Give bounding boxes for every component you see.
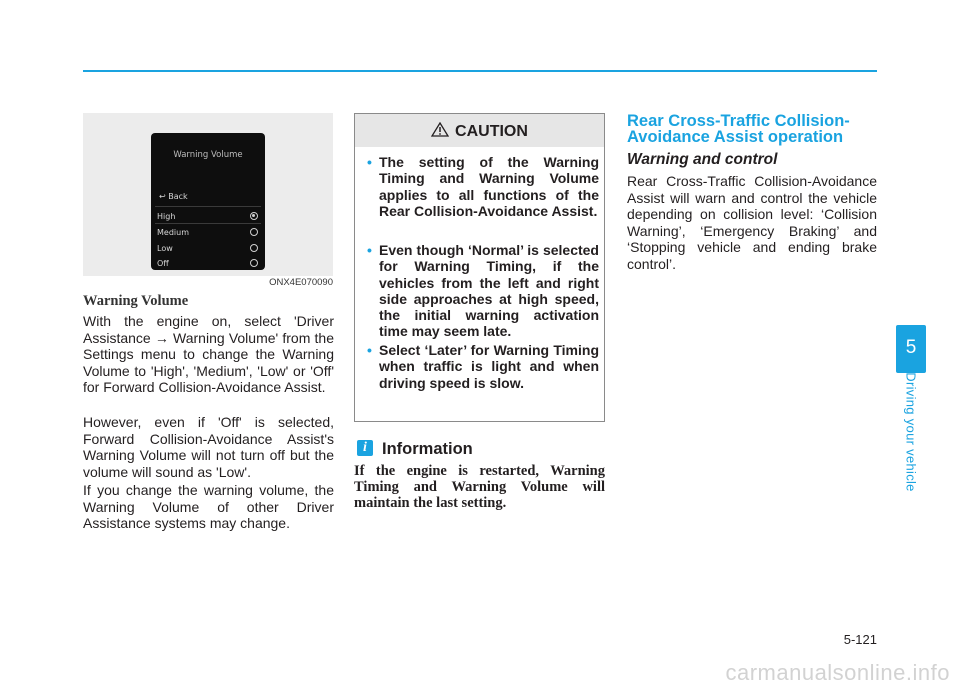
- chapter-tab: [896, 325, 926, 373]
- watermark: carmanualsonline.info: [725, 660, 950, 685]
- chapter-number: 5: [905, 337, 917, 358]
- caution-item-text: The setting of the Warning Timing and Warning Volume applies to all functions of the Rear Collision-Avoidance Assist.: [379, 154, 599, 219]
- caution-item: [367, 342, 599, 391]
- paragraph: However, even if 'Off' is selected, Forward Collision-Avoidance Assist's Warning Volume will not turn off but the volume will sound as 'Low'.: [83, 414, 334, 480]
- screen-divider: [155, 223, 261, 224]
- radio-selected-icon: [250, 212, 258, 220]
- caution-item-text: Select ‘Later’ for Warning Timing when traffic is light and when driving speed is slow.: [379, 342, 599, 391]
- option-label: Off: [157, 259, 169, 268]
- option-medium: [157, 227, 259, 241]
- screen-divider: [155, 206, 261, 207]
- caution-title: [355, 122, 604, 141]
- paragraph: With the engine on, select 'Driver Assistance → Warning Volume' from the Settings menu to change the Warning Volume to 'High', 'Medium', 'Low' or 'Off' for Forward Collision-Avoidance Assist.: [83, 313, 334, 396]
- back-label: Back: [168, 192, 188, 201]
- option-label: High: [157, 212, 176, 221]
- screen-title: Warning Volume: [173, 150, 243, 160]
- paragraph: If you change the warning volume, the Warning Volume of other Driver Assistance systems may change.: [83, 482, 334, 532]
- screen-back: [159, 192, 188, 201]
- caution-label: CAUTION: [455, 123, 528, 140]
- paragraph: Rear Cross-Traffic Collision-Avoidance Assist will warn and control the vehicle depending on collision level: ‘Collision Warning’, ‘Emergency Braking’ and ‘Stopping vehicle and ending brake control’.: [627, 173, 877, 272]
- cluster-screen: [151, 133, 265, 270]
- chapter-title: Driving your vehicle: [903, 372, 919, 492]
- info-text: If the engine is restarted, Warning Timing and Warning Volume will maintain the last setting.: [354, 463, 605, 511]
- header-rule: [83, 70, 877, 72]
- caution-box: [354, 113, 605, 422]
- caution-item-text: Even though ‘Normal’ is selected for Warning Timing, if the vehicles from the left and right side approaches at high speed, the initial warning activation time may seem late.: [379, 242, 599, 340]
- bullet-icon: •: [367, 342, 372, 358]
- radio-icon: [250, 259, 258, 267]
- info-title: Information: [382, 440, 473, 458]
- option-label: Medium: [157, 228, 189, 237]
- section-heading: Rear Cross-Traffic Collision-Avoidance Assist operation: [627, 112, 850, 146]
- option-off: [157, 258, 259, 272]
- option-label: Low: [157, 244, 173, 253]
- warning-triangle-icon: [431, 122, 449, 137]
- caution-header: [355, 114, 604, 147]
- option-low: [157, 243, 259, 257]
- caution-item: [367, 242, 599, 340]
- warning-volume-figure: [83, 113, 333, 276]
- radio-icon: [250, 228, 258, 236]
- info-icon: i: [357, 440, 373, 456]
- page-number: 5-121: [843, 632, 877, 647]
- radio-icon: [250, 244, 258, 252]
- section-heading: Warning Volume: [83, 293, 189, 309]
- bullet-icon: •: [367, 154, 372, 170]
- back-arrow-icon: ↩: [159, 192, 169, 201]
- bullet-icon: •: [367, 242, 372, 258]
- subheading: Warning and control: [627, 151, 778, 168]
- figure-id: ONX4E070090: [269, 277, 333, 288]
- caution-item: [367, 154, 599, 219]
